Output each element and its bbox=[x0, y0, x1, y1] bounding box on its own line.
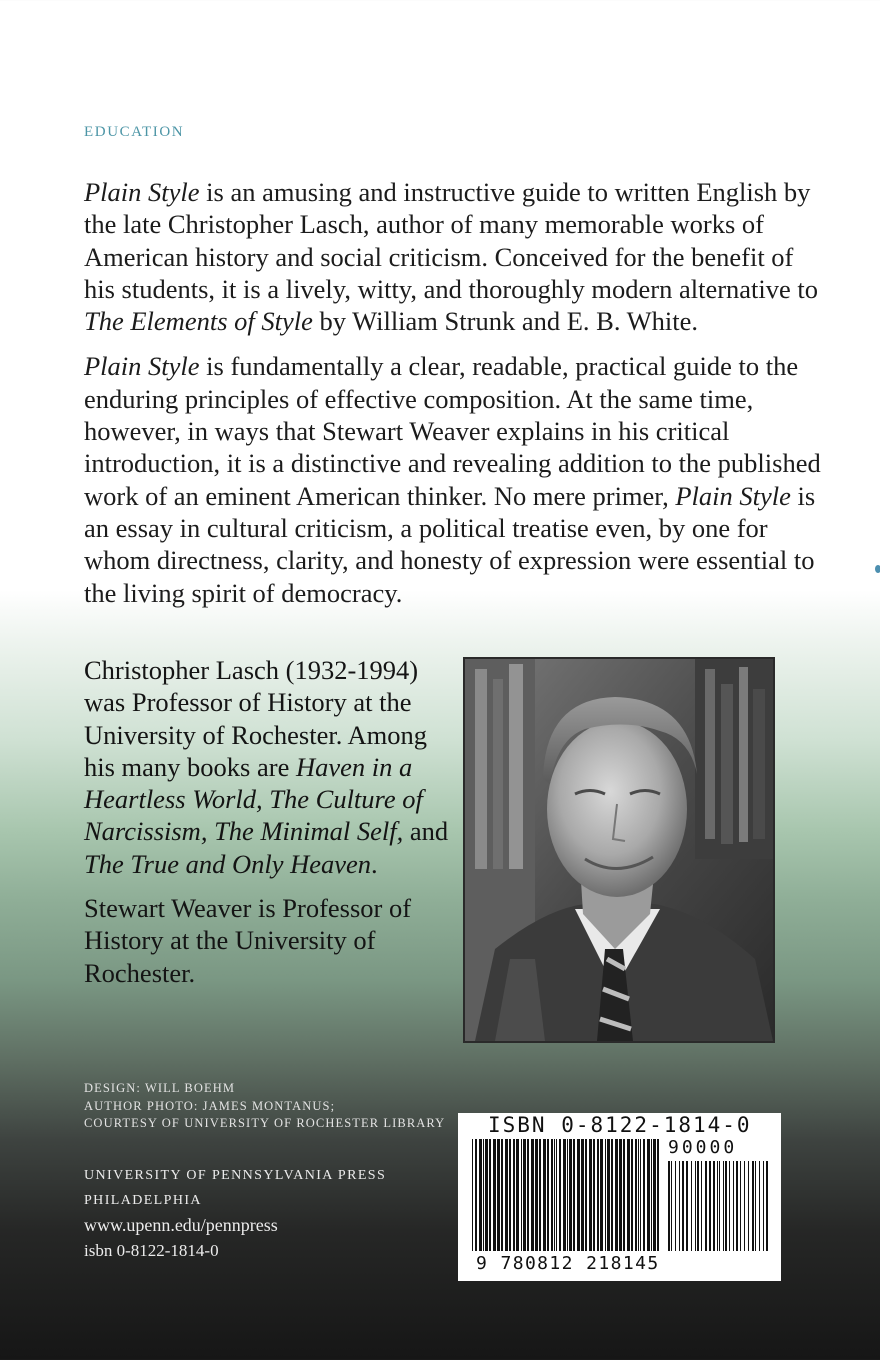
barcode-isbn-label: ISBN 0-8122-1814-0 bbox=[488, 1113, 752, 1137]
text-run: is fundamentally a clear, readable, practical guide to the enduring principles of effective composition. At the same time, however, in ways that Stewart Weaver explains in his critical introduction, it is a distinctive and revealing addition to the published work of an eminent American thinker. No mere primer, bbox=[84, 351, 821, 511]
barcode-bar bbox=[554, 1139, 555, 1251]
category-label: EDUCATION bbox=[84, 124, 185, 140]
barcode-bar bbox=[640, 1139, 641, 1251]
blurb-paragraph-1 bbox=[84, 176, 824, 337]
barcode-bar bbox=[521, 1139, 522, 1251]
barcode-bar bbox=[523, 1139, 526, 1251]
edge-dot-mark bbox=[875, 565, 880, 573]
barcode-bar bbox=[605, 1139, 606, 1251]
barcode-bar bbox=[589, 1139, 592, 1251]
barcode-bar bbox=[573, 1139, 575, 1251]
barcode-addon-bar bbox=[723, 1161, 724, 1251]
barcode-bar bbox=[638, 1139, 639, 1251]
barcode-addon-bar bbox=[736, 1161, 738, 1251]
photo-courtesy: COURTESY OF UNIVERSITY OF ROCHESTER LIBRARY bbox=[84, 1116, 446, 1130]
barcode-addon-bar bbox=[679, 1161, 680, 1251]
barcode-bar bbox=[651, 1139, 652, 1251]
barcode-addon-bar bbox=[705, 1161, 707, 1251]
barcode-addon-bar bbox=[713, 1161, 715, 1251]
barcode-bar bbox=[531, 1139, 534, 1251]
barcode-bar bbox=[485, 1139, 488, 1251]
barcode-bar bbox=[535, 1139, 538, 1251]
text-run: Haven in a Heartless World, The Culture of Narcissism, The Minimal Self, bbox=[84, 751, 423, 847]
text-run: The Elements of Style bbox=[84, 306, 313, 337]
isbn-barcode bbox=[458, 1113, 781, 1281]
text-run: The True and Only Heaven bbox=[84, 848, 372, 879]
blurb-paragraph-2 bbox=[84, 350, 824, 608]
barcode-addon-bar bbox=[733, 1161, 734, 1251]
barcode-addon-bar bbox=[671, 1161, 672, 1251]
barcode-bar bbox=[472, 1139, 473, 1251]
barcode-bar bbox=[643, 1139, 645, 1251]
bio-paragraph-lasch bbox=[84, 654, 454, 880]
barcode-bar bbox=[581, 1139, 584, 1251]
barcode-bar bbox=[635, 1139, 637, 1251]
barcode-bar bbox=[577, 1139, 580, 1251]
text-run: Stewart Weaver is Professor of History at the University of Rochester. bbox=[84, 893, 412, 988]
text-run: Plain Style bbox=[84, 351, 200, 382]
barcode-bar bbox=[505, 1139, 508, 1251]
barcode-bar bbox=[543, 1139, 546, 1251]
barcode-addon-bar bbox=[759, 1161, 760, 1251]
barcode-addon-bar bbox=[725, 1161, 727, 1251]
barcode-bar bbox=[623, 1139, 625, 1251]
barcode-bar bbox=[479, 1139, 482, 1251]
barcode-bar bbox=[501, 1139, 503, 1251]
design-credit: DESIGN: WILL BOEHM bbox=[84, 1081, 236, 1095]
barcode-addon-bar bbox=[682, 1161, 684, 1251]
barcode-bar bbox=[547, 1139, 549, 1251]
barcode-addon-bar bbox=[763, 1161, 764, 1251]
barcode-addon-bar bbox=[668, 1161, 670, 1251]
barcode-addon-bar bbox=[691, 1161, 692, 1251]
barcode-bar bbox=[539, 1139, 541, 1251]
text-run: Christopher Lasch (1932-1994) was Professor of History at the University of Rochester. Among his many books are bbox=[84, 655, 427, 782]
barcode-addon-bar bbox=[729, 1161, 730, 1251]
barcode-bar bbox=[513, 1139, 515, 1251]
barcode-bar bbox=[516, 1139, 519, 1251]
author-photo bbox=[463, 657, 775, 1043]
barcode-bar bbox=[607, 1139, 610, 1251]
barcode-addon-bar bbox=[709, 1161, 711, 1251]
barcode-bar bbox=[615, 1139, 618, 1251]
description-blurb bbox=[84, 176, 824, 622]
barcode-addon-digits: 90000 bbox=[668, 1137, 738, 1158]
barcode-addon-bar bbox=[719, 1161, 720, 1251]
barcode-addon-bar bbox=[697, 1161, 699, 1251]
barcode-bar bbox=[647, 1139, 650, 1251]
barcode-bar bbox=[556, 1139, 557, 1251]
barcode-bar bbox=[483, 1139, 484, 1251]
barcode-bar bbox=[631, 1139, 633, 1251]
barcode-bar bbox=[567, 1139, 568, 1251]
barcode-addon-bar bbox=[740, 1161, 741, 1251]
publisher-url: www.upenn.edu/pennpress bbox=[84, 1215, 278, 1235]
barcode-bar bbox=[489, 1139, 491, 1251]
barcode-bar bbox=[527, 1139, 529, 1251]
barcode-addon-bar bbox=[701, 1161, 702, 1251]
barcode-addon-bar bbox=[755, 1161, 756, 1251]
bio-paragraph-weaver bbox=[84, 892, 454, 989]
barcode-addon-bar bbox=[748, 1161, 749, 1251]
barcode-addon-bar bbox=[717, 1161, 718, 1251]
barcode-bar bbox=[627, 1139, 630, 1251]
barcode-digits: 9 780812 218145 bbox=[476, 1253, 660, 1274]
text-run: and bbox=[403, 816, 449, 847]
barcode-bar bbox=[551, 1139, 553, 1251]
barcode-bar bbox=[657, 1139, 659, 1251]
barcode-addon-bar bbox=[744, 1161, 745, 1251]
barcode-bar bbox=[509, 1139, 511, 1251]
text-run: by William Strunk and E. B. White. bbox=[312, 306, 698, 337]
barcode-bar bbox=[593, 1139, 595, 1251]
barcode-bar bbox=[611, 1139, 613, 1251]
barcode-addon-bar bbox=[675, 1161, 676, 1251]
author-bio bbox=[84, 654, 454, 1001]
text-run: is an essay in cultural criticism, a political treatise even, by one for whom directness, clarity, and honesty of expression were essential to the living spirit of democracy. bbox=[84, 480, 816, 608]
barcode-addon-bar bbox=[686, 1161, 688, 1251]
barcode-bar bbox=[600, 1139, 603, 1251]
barcode-addon-bar bbox=[752, 1161, 754, 1251]
publisher-city: PHILADELPHIA bbox=[84, 1193, 202, 1208]
barcode-bar bbox=[497, 1139, 500, 1251]
barcode-bar bbox=[559, 1139, 561, 1251]
publisher-isbn: isbn 0-8122-1814-0 bbox=[84, 1241, 219, 1260]
barcode-bar bbox=[619, 1139, 622, 1251]
barcode-addon-bar bbox=[695, 1161, 696, 1251]
barcode-bar bbox=[569, 1139, 572, 1251]
barcode-bar bbox=[563, 1139, 566, 1251]
text-run: is an amusing and instructive guide to written English by the late Christopher Lasch, author of many memorable works of American history and social criticism. Conceived for the benefit of his students, it is a lively, witty, and thoroughly modern alternative to bbox=[84, 177, 819, 304]
publisher-info bbox=[84, 1163, 386, 1263]
barcode-bar bbox=[597, 1139, 599, 1251]
design-credits bbox=[84, 1080, 445, 1133]
barcode-addon-bar bbox=[766, 1161, 768, 1251]
text-run: Plain Style bbox=[675, 480, 791, 511]
barcode-bar bbox=[475, 1139, 477, 1251]
photo-credit: AUTHOR PHOTO: JAMES MONTANUS; bbox=[84, 1098, 336, 1113]
barcode-bar bbox=[585, 1139, 587, 1251]
barcode-bar bbox=[653, 1139, 656, 1251]
text-run: Plain Style bbox=[84, 177, 200, 207]
barcode-bar bbox=[493, 1139, 496, 1251]
publisher-name: UNIVERSITY OF PENNSYLVANIA PRESS bbox=[84, 1168, 387, 1183]
author-portrait-image bbox=[465, 659, 773, 1041]
text-run: . bbox=[371, 848, 378, 879]
